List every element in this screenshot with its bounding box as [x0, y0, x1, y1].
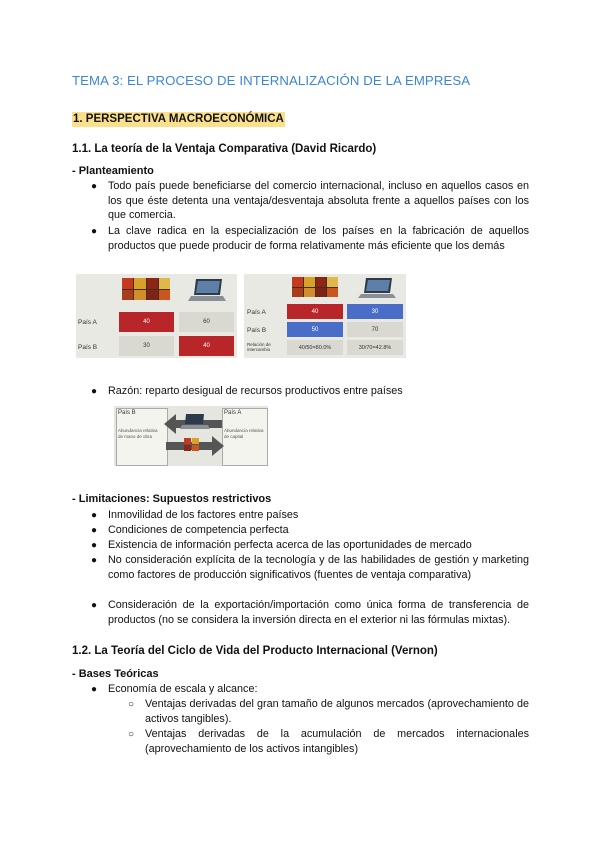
table1-cell: 60 [179, 312, 234, 332]
limitacion-item: Existencia de información perfecta acerca de las oportunidades de mercado [108, 539, 472, 551]
bullet-icon: ● [91, 226, 98, 237]
laptop-icon [188, 277, 228, 303]
table2-cell: 30 [347, 304, 403, 319]
country-b-title: País B [118, 410, 136, 416]
table2-cell: 30/70=42.8% [347, 340, 403, 355]
planteamiento-bullet-2: La clave radica en la especialización de los países en la fabricación de aquellos productos que puede producir de forma relativamente más eficiente que los demás [108, 225, 529, 252]
limitacion-item: Inmovilidad de los factores entre países [108, 509, 299, 521]
table2-cell: 40/50=80.0% [287, 340, 343, 355]
table2-cell: 40 [287, 304, 343, 319]
table2-cell: 70 [347, 322, 403, 337]
limitacion-item: Consideración de la exportación/importación como única forma de transferencia de productos (no se considera la inversión directa en el exterior ni las fórmulas mixtas). [108, 599, 529, 626]
planteamiento-bullet-1: Todo país puede beneficiarse del comercio internacional, incluso en aquellos casos en los que éste detenta una ventaja/desventaja absoluta frente a aquellos países con los que comercia. [108, 180, 529, 222]
table1-row-label: País B [78, 344, 98, 351]
bases-sub-bullet-2: Ventajas derivadas de la acumulación de mercados internacionales (aprovechamiento de los activos intangibles) [145, 728, 529, 755]
comparative-table-2 [244, 274, 406, 358]
document-title: TEMA 3: EL PROCESO DE INTERNALIZACIÓN DE LA EMPRESA [72, 73, 471, 88]
limitacion-item: No consideración explícita de la tecnología y de las habilidades de gestión y marketing como factores de producción significativos (fuentes de ventaja comparativa) [108, 554, 529, 581]
subsection-heading-1-1: 1.1. La teoría de la Ventaja Comparativa (David Ricardo) [72, 143, 377, 155]
bullet-icon: ● [91, 386, 98, 397]
subsection-heading-1-2: 1.2. La Teoría del Ciclo de Vida del Producto Internacional (Vernon) [72, 645, 438, 657]
limitaciones-label: - Limitaciones: Supuestos restrictivos [72, 493, 272, 505]
country-b-text: Abundancia relativa de mano de obra [118, 428, 158, 439]
limitacion-item: Condiciones de competencia perfecta [108, 524, 289, 536]
bases-bullet-1: Economía de escala y alcance: [108, 683, 258, 695]
bullet-icon: ● [91, 684, 98, 695]
country-a-text: Abundancia relativa de capital [224, 428, 264, 439]
bullet-icon: ● [91, 181, 98, 192]
section-heading-1: 1. PERSPECTIVA MACROECONÓMICA [73, 113, 284, 125]
bullet-icon: ● [91, 525, 98, 536]
table1-cell: 40 [119, 312, 174, 332]
textile-product-image [122, 278, 170, 300]
razon-text: Razón: reparto desigual de recursos productivos entre países [108, 385, 403, 397]
exchange-arrows-icon [162, 410, 226, 462]
sub-bullet-icon: ○ [128, 729, 135, 740]
planteamiento-label: - Planteamiento [72, 165, 154, 177]
bases-sub-bullet-1: Ventajas derivadas del gran tamaño de algunos mercados (aprovechamiento de activos tangibles). [145, 698, 529, 725]
table1-cell: 30 [119, 336, 174, 356]
country-a-title: País A [224, 410, 242, 416]
bullet-icon: ● [91, 555, 98, 566]
table2-row-label: País B [247, 327, 267, 334]
comparative-table-1 [76, 274, 237, 358]
bullet-icon: ● [91, 540, 98, 551]
table2-cell: 50 [287, 322, 343, 337]
laptop-icon [358, 276, 398, 300]
table2-row-label: País A [247, 309, 266, 316]
table1-row-label: País A [78, 319, 97, 326]
sub-bullet-icon: ○ [128, 699, 135, 710]
bullet-icon: ● [91, 600, 98, 611]
table2-row-label: Relación de intercambio [247, 342, 271, 352]
table1-cell: 40 [179, 336, 234, 356]
textile-product-image [292, 277, 338, 297]
bases-label: - Bases Teóricas [72, 668, 159, 680]
trade-diagram [114, 406, 268, 466]
bullet-icon: ● [91, 510, 98, 521]
